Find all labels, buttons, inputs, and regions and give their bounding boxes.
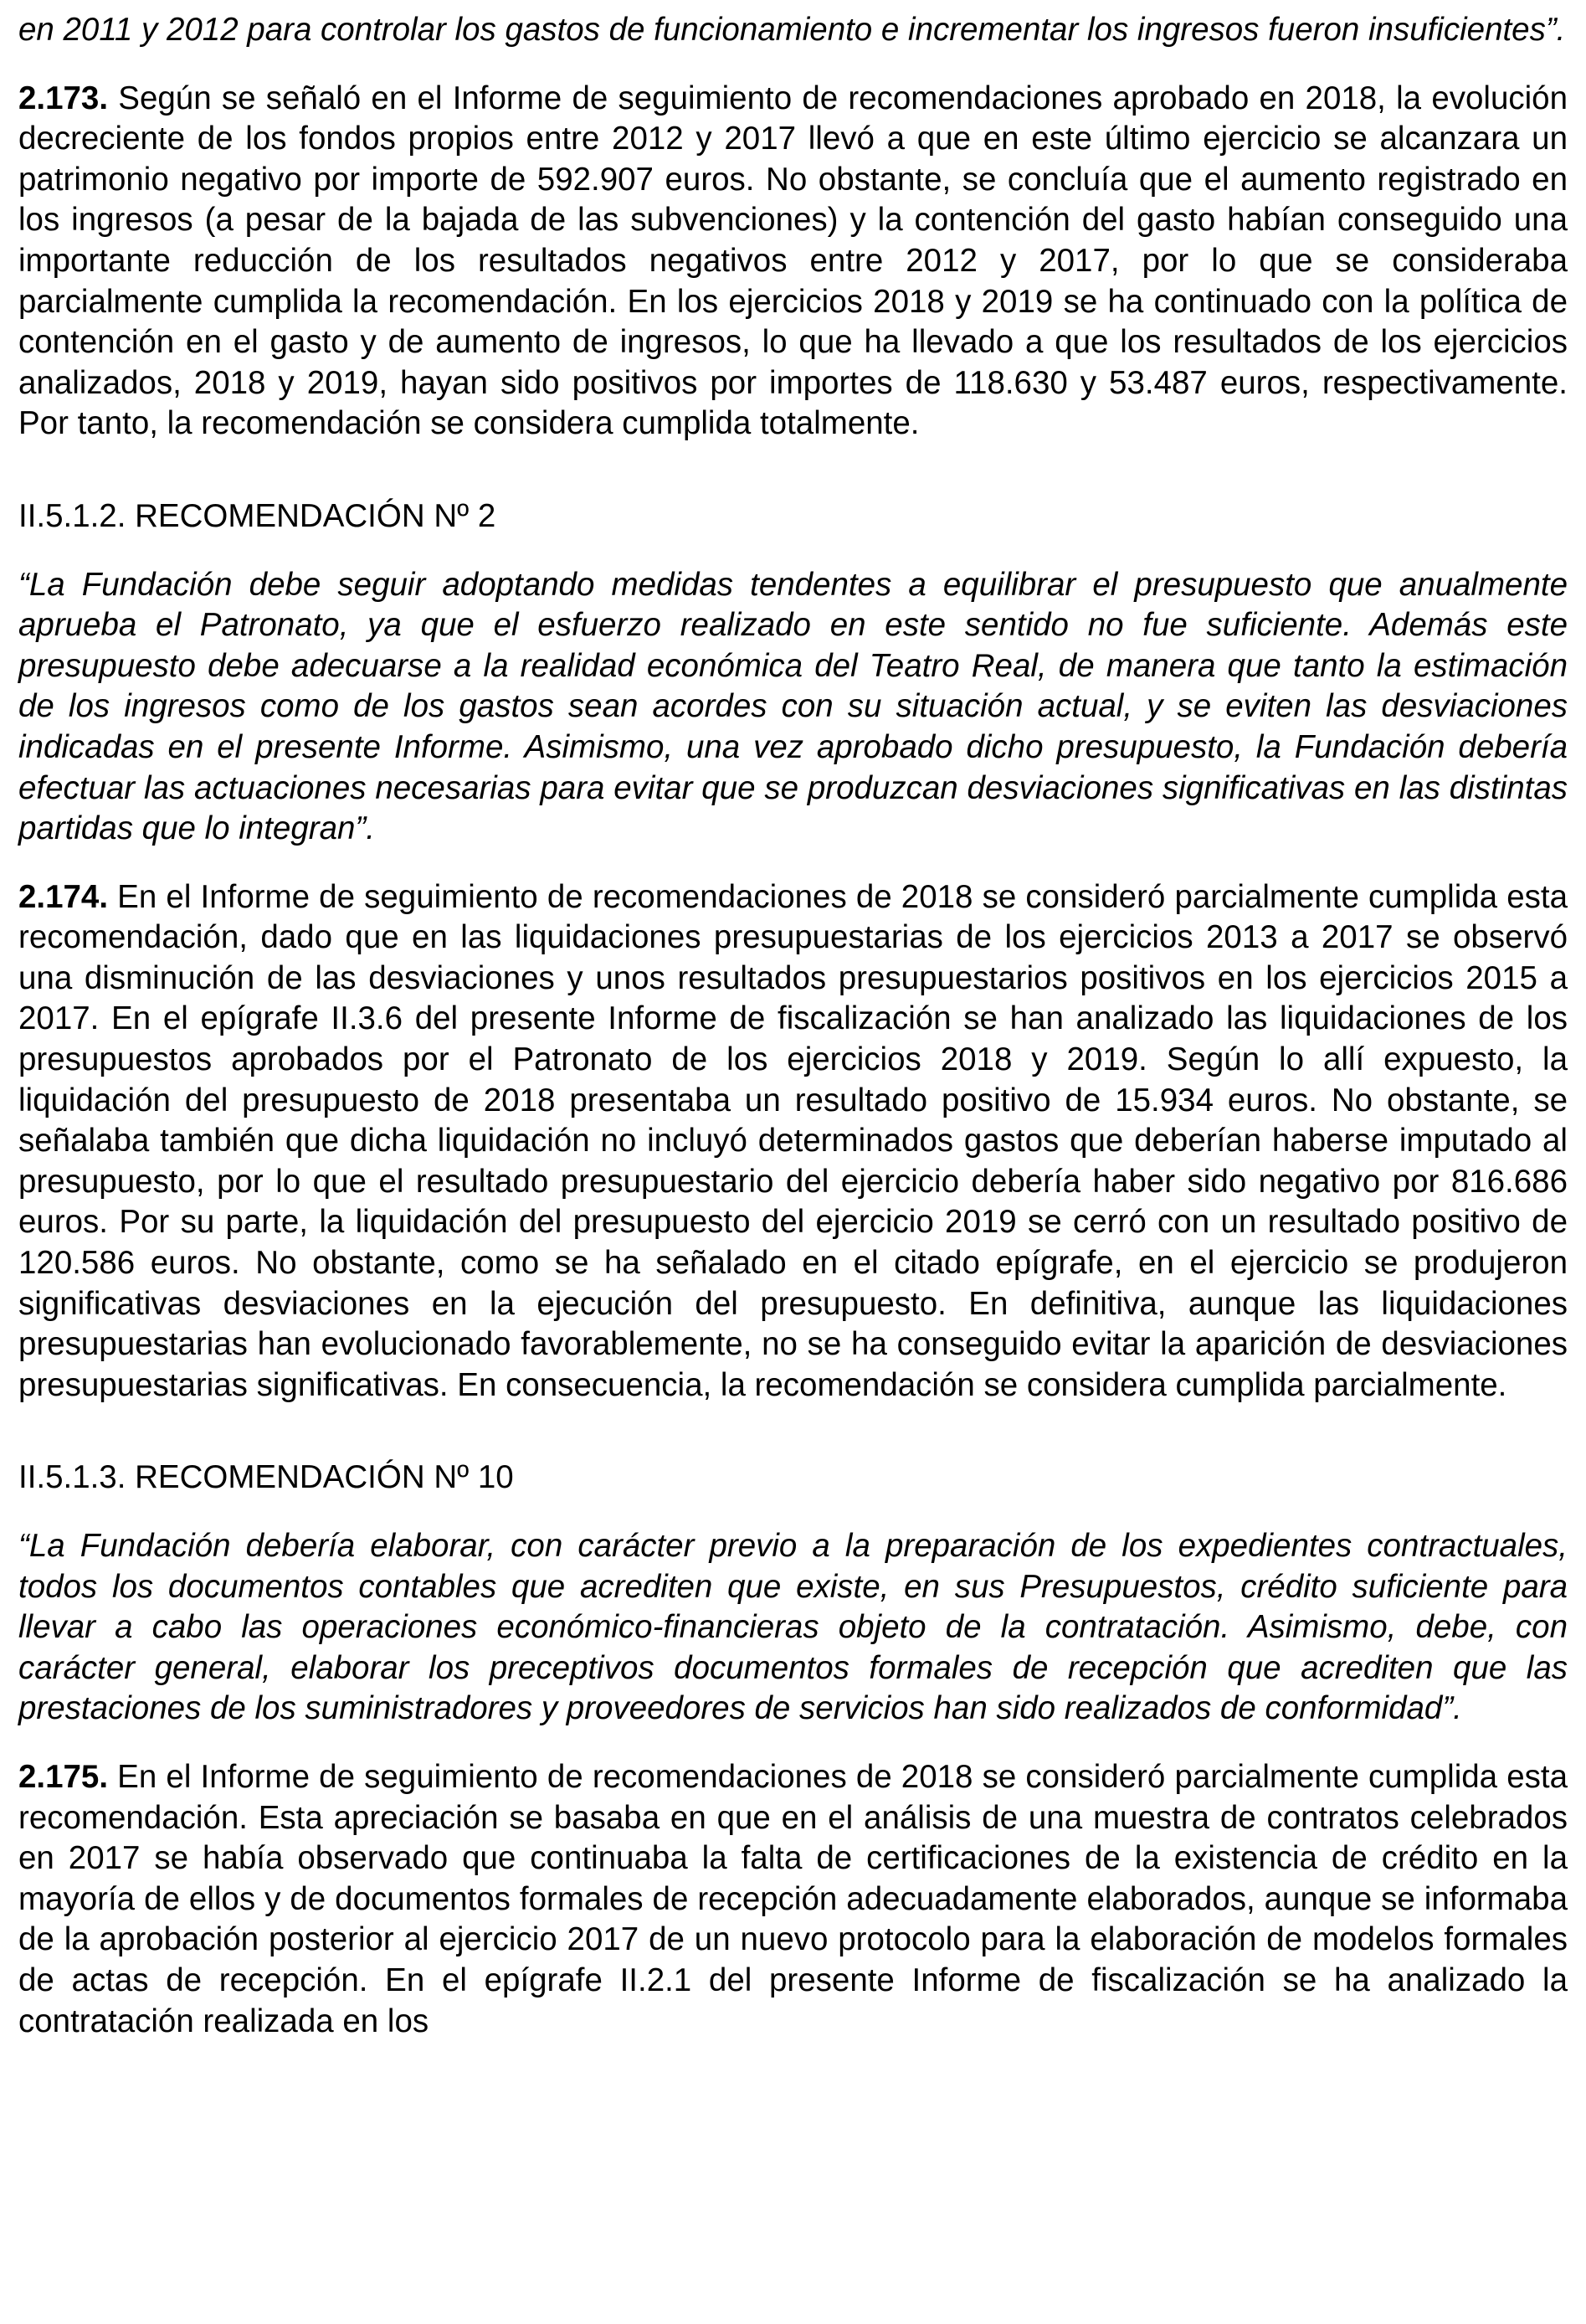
spacer [18,445,1568,496]
recommendation-2-quote: “La Fundación debe seguir adoptando medidas tendentes a equilibrar el presupuesto que anualmente aprueba el Patronato, ya que el esfuerzo realizado en este sentido no fue suficiente. Además este presupuesto debe adecuarse a la realidad económica del Teatro Real, de manera que tanto la estimación de los ingresos como de los gastos sean acordes con su situación actual, y se eviten las desviaciones indicadas en el presente Informe. Asimismo, una vez aprobado dicho presupuesto, la Fundación debería efectuar las actuaciones necesarias para evitar que se produzcan desviaciones significativas en las distintas partidas que lo integran”. [18,566,1568,847]
paragraph-2-173 [18,79,1568,445]
spacer [18,1499,1568,1526]
section-heading-recommendation-10: II.5.1.3. RECOMENDACIÓN Nº 10 [18,1459,514,1496]
spacer [18,850,1568,877]
paragraph-text: En el Informe de seguimiento de recomendaciones de 2018 se consideró parcialmente cumplida esta recomendación, dado que en las liquidaciones presupuestarias de los ejercicios 2013 a 2017 se observó una disminución de las desviaciones y unos resultados presupuestarios positivos en los ejercicios 2015 a 2017. En el epígrafe II.3.6 del presente Informe de fiscalización se han analizado las liquidaciones de los presupuestos aprobados por el Patronato de los ejercicios 2018 y 2019. Según lo allí expuesto, la liquidación del presupuesto de 2018 presentaba un resultado positivo de 15.934 euros. No obstante, se señalaba también que dicha liquidación no incluyó determinados gastos que deberían haberse imputado al presupuesto, por lo que el resultado presupuestario del ejercicio debería haber sido negativo por 816.686 euros. Por su parte, la liquidación del presupuesto del ejercicio 2019 se cerró con un resultado positivo de 120.586 euros. No obstante, como se ha señalado en el citado epígrafe, en el ejercicio se produjeron significativas desviaciones en la ejecución del presupuesto. En definitiva, aunque las liquidaciones presupuestarias han evolucionado favorablemente, no se ha conseguido evitar la aparición de desviaciones presupuestarias significativas. En consecuencia, la recomendación se considera cumplida parcialmente. [18,878,1568,1403]
paragraph-text: En el Informe de seguimiento de recomendaciones de 2018 se consideró parcialmente cumplida esta recomendación. Esta apreciación se basaba en que en el análisis de una muestra de contratos celebrados en 2017 se había observado que continuaba la falta de certificaciones de la existencia de crédito en la mayoría de ellos y de documentos formales de recepción adecuadamente elaborados, aunque se informaba de la aprobación posterior al ejercicio 2017 de un nuevo protocolo para la elaboración de modelos formales de actas de recepción. En el epígrafe II.2.1 del presente Informe de fiscalización se ha analizado la contratación realizada en los [18,1758,1568,2039]
recommendation-quote-tail: en 2011 y 2012 para controlar los gastos de funcionamiento e incrementar los ingresos fueron insuficientes”. [18,12,1566,48]
paragraph-2-175 [18,1757,1568,2042]
spacer [18,1406,1568,1458]
spacer [18,1730,1568,1757]
recommendation-10-quote: “La Fundación debería elaborar, con carácter previo a la preparación de los expedientes contractuales, todos los documentos contables que acrediten que existe, en sus Presupuestos, crédito suficiente para llevar a cabo las operaciones económico-financieras objeto de la contratación. Asimismo, debe, con carácter general, elaborar los preceptivos documentos formales de recepción que acrediten que las prestaciones de los suministradores y proveedores de servicios han sido realizados de conformidad”. [18,1528,1568,1727]
section-heading-recommendation-2: II.5.1.2. RECOMENDACIÓN Nº 2 [18,497,496,534]
spacer [18,537,1568,565]
paragraph-number: 2.174. [18,878,109,915]
paragraph-text: Según se señaló en el Informe de seguimiento de recomendaciones aprobado en 2018, la evolución decreciente de los fondos propios entre 2012 y 2017 llevó a que en este último ejercicio se alcanzara un patrimonio negativo por importe de 592.907 euros. No obstante, se concluía que el aumento registrado en los ingresos (a pesar de la bajada de las subvenciones) y la contención del gasto habían conseguido una importante reducción de los resultados negativos entre 2012 y 2017, por lo que se consideraba parcialmente cumplida la recomendación. En los ejercicios 2018 y 2019 se ha continuado con la política de contención en el gasto y de aumento de ingresos, lo que ha llevado a que los resultados de los ejercicios analizados, 2018 y 2019, hayan sido positivos por importes de 118.630 y 53.487 euros, respectivamente. Por tanto, la recomendación se considera cumplida totalmente. [18,80,1568,442]
spacer [18,51,1568,79]
paragraph-number: 2.175. [18,1758,109,1795]
paragraph-2-174 [18,877,1568,1406]
document-page [18,10,1568,2042]
paragraph-number: 2.173. [18,80,109,116]
